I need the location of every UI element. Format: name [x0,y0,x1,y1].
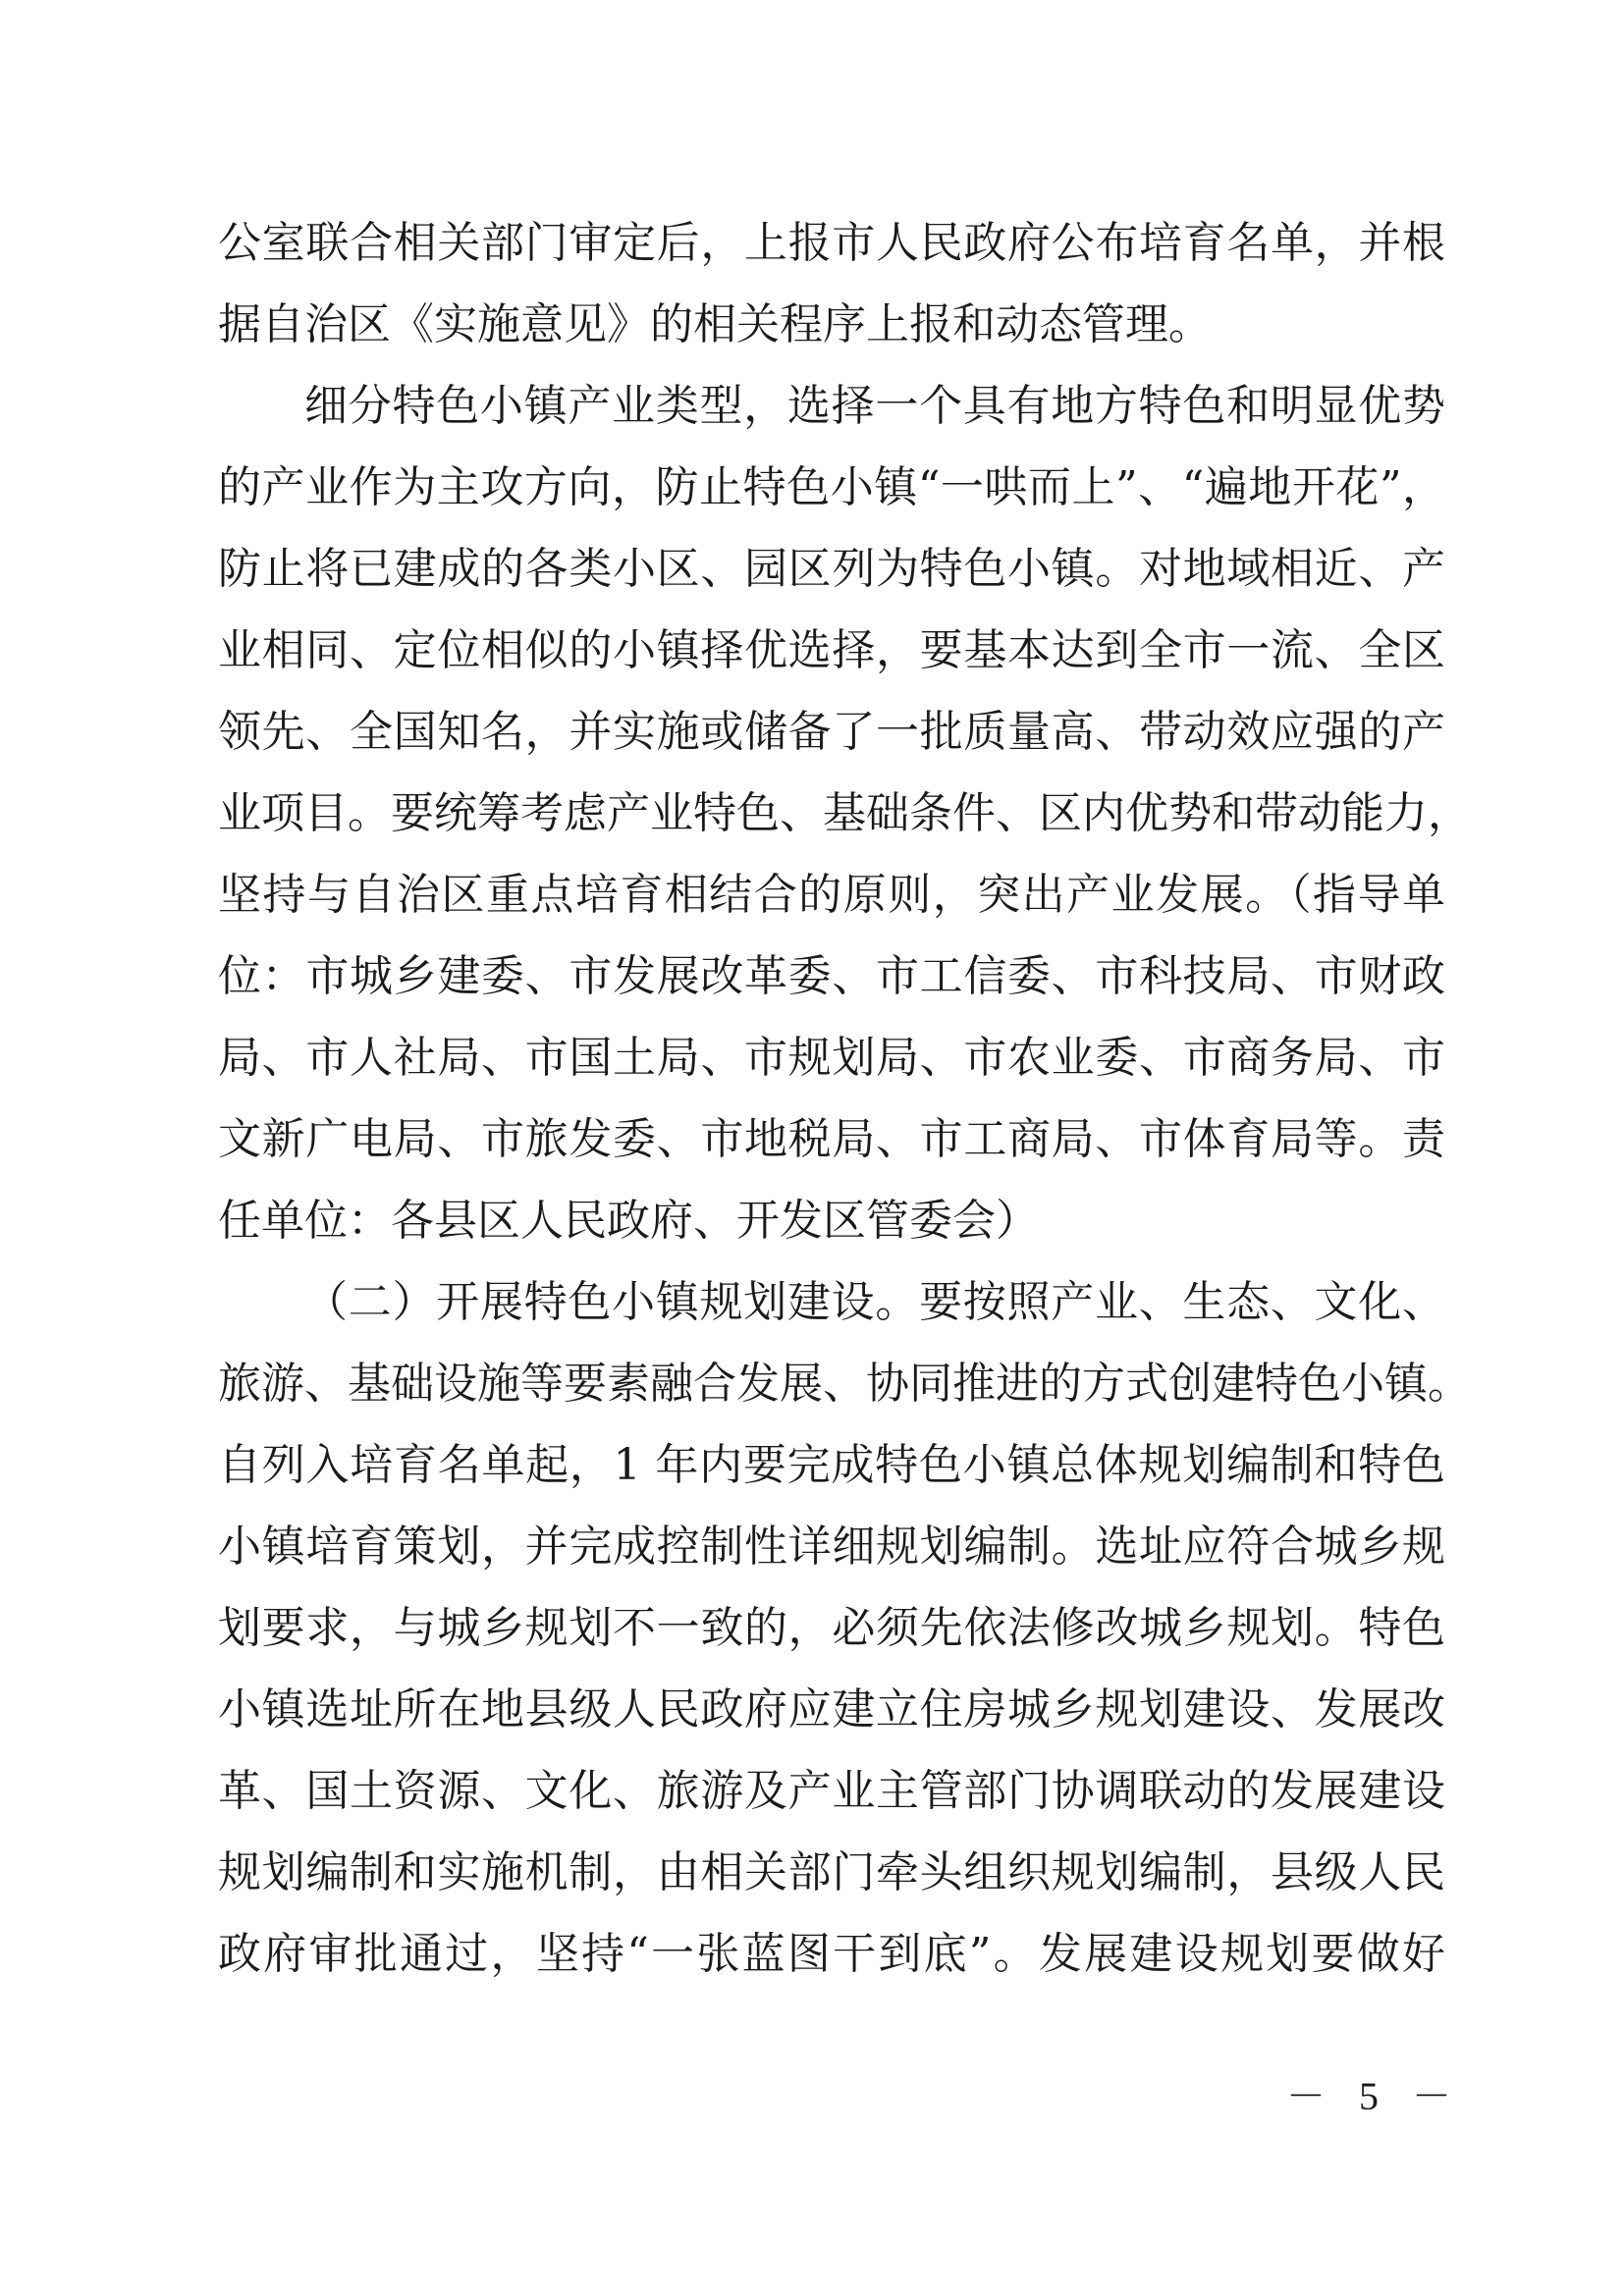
text-line: （二）开展特色小镇规划建设。要按照产业、生态、文化、 [304,1277,1445,1327]
text-line: 位：市城乡建委、市发展改革委、市工信委、市科技局、市财政 [218,951,1445,1001]
text-line: 自列入培育名单起，1 年内要完成特色小镇总体规划编制和特色 [218,1440,1445,1490]
text-line: 政府审批通过，坚持“一张蓝图干到底”。发展建设规划要做好 [218,1929,1445,1979]
text-line: 业相同、定位相似的小镇择优选择，要基本达到全市一流、全区 [218,625,1445,675]
text-line: 文新广电局、市旅发委、市地税局、市工商局、市体育局等。责 [218,1114,1445,1164]
text-line: 局、市人社局、市国土局、市规划局、市农业委、市商务局、市 [218,1033,1445,1083]
text-line: 坚持与自治区重点培育相结合的原则，突出产业发展。（指导单 [218,870,1445,920]
text-line: 任单位：各县区人民政府、开发区管委会） [218,1196,1039,1246]
text-line: 旅游、基础设施等要素融合发展、协同推进的方式创建特色小镇。 [218,1359,1471,1409]
text-line: 据自治区《实施意见》的相关程序上报和动态管理。 [218,299,1212,349]
text-line: 规划编制和实施机制，由相关部门牵头组织规划编制，县级人民 [218,1847,1445,1897]
text-line: 防止将已建成的各类小区、园区列为特色小镇。对地域相近、产 [218,544,1445,594]
text-line: 的产业作为主攻方向，防止特色小镇“一哄而上”、“遍地开花”， [218,462,1445,512]
text-line: 划要求，与城乡规划不一致的，必须先依法修改城乡规划。特色 [218,1603,1445,1653]
text-line: 业项目。要统筹考虑产业特色、基础条件、区内优势和带动能力， [218,788,1471,838]
text-line: 领先、全国知名，并实施或储备了一批质量高、带动效应强的产 [218,707,1445,757]
text-line: 细分特色小镇产业类型，选择一个具有地方特色和明显优势 [304,381,1445,431]
page-number: － 5 － [1286,2074,1463,2118]
text-line: 小镇选址所在地县级人民政府应建立住房城乡规划建设、发展改 [218,1684,1445,1735]
text-line: 公室联合相关部门审定后，上报市人民政府公布培育名单，并根 [218,218,1445,268]
text-line: 革、国土资源、文化、旅游及产业主管部门协调联动的发展建设 [218,1766,1445,1816]
text-line: 小镇培育策划，并完成控制性详细规划编制。选址应符合城乡规 [218,1522,1445,1572]
body-text [218,202,1471,1995]
